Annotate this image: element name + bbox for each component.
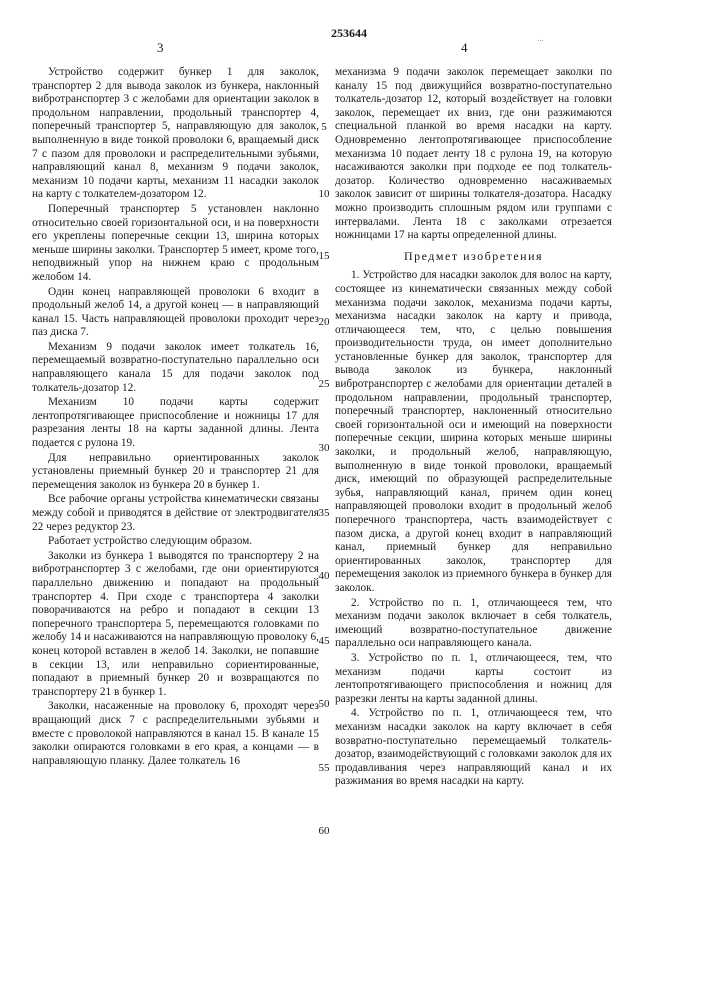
line-number: 10 bbox=[315, 188, 333, 200]
line-number: 5 bbox=[315, 121, 333, 133]
line-number: 50 bbox=[315, 698, 333, 710]
line-number: 30 bbox=[315, 442, 333, 454]
left-paragraph: Устройство содержит бункер 1 для заколок, транспортер 2 для вывода заколок из бункера, наклонный вибротранспортер 3 с желобами для ориентации заколок в продольном направлении, продольный транспортер 4, поперечный транспортер 5, направляющую для заколок, выполненную в виде тонкой проволоки 6, вращаемый диск 7 с пазом для проволоки и распределительными зубьями, направляющий канал 8, механизм 9 подачи заколок, механизм 10 подачи карты, механизм 11 насадки заколок на карту с толкателем-дозатором 12. bbox=[32, 66, 319, 202]
archive-stamp: ... bbox=[537, 33, 544, 43]
line-number: 40 bbox=[315, 570, 333, 582]
line-number: 60 bbox=[315, 825, 333, 837]
line-number: 45 bbox=[315, 635, 333, 647]
left-paragraph: Работает устройство следующим образом. bbox=[32, 535, 319, 549]
section-heading: Предмет изобретения bbox=[335, 250, 612, 264]
right-paragraph: механизма 9 подачи заколок перемещает заколки по каналу 15 под движущийся возвратно-поступательно толкатель-дозатор 12, который воздействует на головки заколок, перемещает их вниз, где они разжимаются специальной планкой во время насадки на карту. Одновременно лентопротягивающее приспособление механизма 10 подает ленту 18 с рулона 19, на которую насаживаются заколки при подходе ее под толкатель-дозатор. Количество одновременно насаживаемых заколок зависит от ширины толкателя-дозатора. Насадку можно производить сплошным рядом или группами с интервалами. Лента 18 с заколками отрезается ножницами 17 на карты определенной длины. bbox=[335, 66, 612, 243]
claim-paragraph: 1. Устройство для насадки заколок для волос на карту, состоящее из кинематически связанных между собой механизма подачи заколок, механизма подачи карты, механизма насадки заколок на карту и привода, отличающееся тем, что, с целью повышения производительности труда, он имеет дополнительно установленные бункер для заколок, транспортер для вывода заколок из бункера, наклонный вибротранспортер с желобами для ориентации деталей в продольном направлении, продольный транспортер, поперечный транспортер, наклоненный относительно своей горизонтальной оси и имеющий на поверхности поперечные секции, ширина которых меньше ширины заколки, и продольный желоб, направляющую, выполненную в виде тонкой проволоки, вращаемый диск, имеющий по образующей распределительные зубья, направляющий канал, причем один конец направляющей проволоки входит в продольный желоб поперечного транспортера, часть взаимодействует с пазом диска, а другой конец входит в направляющий канал, приемный бункер для неправильно ориентированных заколок, транспортер для перемещения заколок из приемного бункера в бункер для заколок. bbox=[335, 269, 612, 595]
claim-paragraph: 4. Устройство по п. 1, отличающееся тем, что механизм насадки заколок на карту включает в себя возвратно-поступательно перемещаемый толкатель-дозатор, взаимодействующий с головками заколок для их продавливания через направляющий канал и их разжимания во время насадки на карту. bbox=[335, 707, 612, 789]
left-paragraph: Механизм 10 подачи карты содержит лентопротягивающее приспособление и ножницы 17 для разрезания ленты 18 на карты заданной длины. Лента подается с рулона 19. bbox=[32, 396, 319, 450]
patent-number: 253644 bbox=[331, 26, 367, 40]
line-number: 35 bbox=[315, 507, 333, 519]
left-page-number: 3 bbox=[157, 41, 164, 55]
left-paragraph: Механизм 9 подачи заколок имеет толкатель 16, перемещаемый возвратно-поступательно параллельно оси направляющего канала 15 для подачи заколок под толкатель-дозатор 12. bbox=[32, 341, 319, 395]
line-number: 20 bbox=[315, 316, 333, 328]
right-page-number: 4 bbox=[461, 41, 468, 55]
left-text-column bbox=[32, 66, 319, 768]
claim-paragraph: 2. Устройство по п. 1, отличающееся тем, что механизм подачи заколок включает в себя толкатель, имеющий возвратно-поступательное движение параллельно оси направляющего канала. bbox=[335, 597, 612, 651]
right-text-column bbox=[335, 66, 612, 789]
left-paragraph: Поперечный транспортер 5 установлен наклонно относительно своей горизонтальной оси, и на поверхности его укреплены поперечные секции 13, ширина которых меньше ширины заколки. Транспортер 5 имеет, кроме того, неподвижный упор на нижнем краю с продольным желобом 14. bbox=[32, 203, 319, 285]
claim-paragraph: 3. Устройство по п. 1, отличающееся, тем, что механизм подачи карты состоит из лентопротягивающего приспособления и ножниц для разрезки ленты на карты заданной длины. bbox=[335, 652, 612, 706]
line-number: 15 bbox=[315, 250, 333, 262]
left-paragraph: Заколки, насаженные на проволоку 6, проходят через вращающий диск 7 с распределительными зубьями и вместе с проволокой направляются в канал 15. В канале 15 заколки опираются головками в его края, а концами — в направляющую планку. Далее толкатель 16 bbox=[32, 700, 319, 768]
line-number: 55 bbox=[315, 762, 333, 774]
left-paragraph: Заколки из бункера 1 выводятся по транспортеру 2 на вибротранспортер 3 с желобами, где они ориентируются параллельно движению и попадают на продольный транспортер 4. При сходе с транспортера 4 заколки поворачиваются на ребро и попадают в секции 13 поперечного транспортера 5, перемещаются головками по желобу 14 и насаживаются на направляющую проволоку 6, конец которой вставлен в желоб 14. Заколки, не попавшие в секции 13, или неправильно сориентированные, попадают в приемный бункер 20 и возвращаются по транспортеру 21 в бункер 1. bbox=[32, 550, 319, 700]
line-number: 25 bbox=[315, 378, 333, 390]
left-paragraph: Все рабочие органы устройства кинематически связаны между собой и приводятся в действие от электродвигателя 22 через редуктор 23. bbox=[32, 493, 319, 534]
left-paragraph: Для неправильно ориентированных заколок установлены приемный бункер 20 и транспортер 21 для перемещения заколок из бункера 20 в бункер 1. bbox=[32, 452, 319, 493]
left-paragraph: Один конец направляющей проволоки 6 входит в продольный желоб 14, а другой конец — в направляющий канал 15. Часть направляющей проволоки проходит через паз диска 7. bbox=[32, 286, 319, 340]
